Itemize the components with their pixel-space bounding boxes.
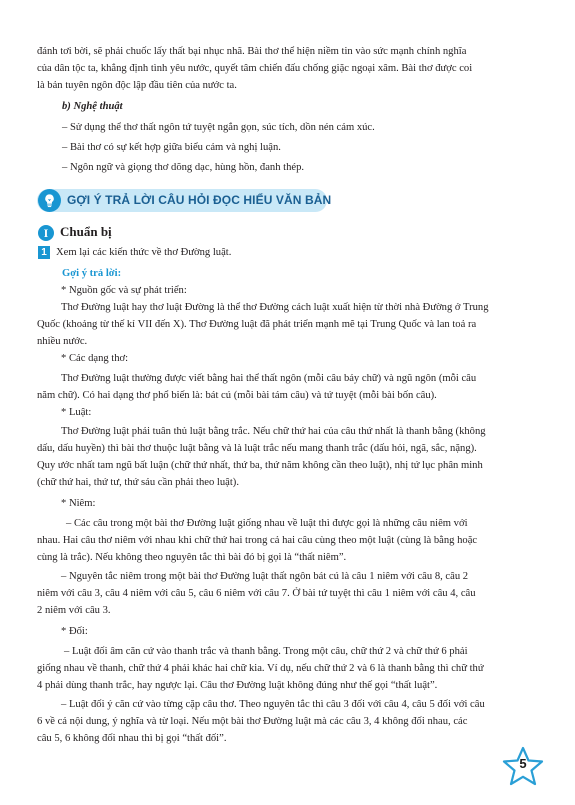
intro-line: là bản tuyên ngôn độc lập đầu tiên của nước ta. — [37, 80, 237, 91]
art-item: – Sử dụng thể thơ thất ngôn tứ tuyệt ngắn gọn, súc tích, dồn nén cảm xúc. — [62, 122, 375, 133]
doi-label: * Đối: — [61, 626, 88, 637]
doi-line: giống nhau về thanh, chữ thứ 4 phải khác hai chữ kia. Ví dụ, nếu chữ thứ 2 và 6 là thanh bằng thì chữ thứ — [37, 663, 484, 674]
art-heading: b) Nghệ thuật — [62, 101, 123, 112]
forms-line: năm chữ). Có hai dạng thơ phổ biến là: bát cú (mỗi bài tám câu) và tứ tuyệt (mỗi bài bốn câu). — [37, 390, 437, 401]
intro-line: đánh tơi bời, sẽ phải chuốc lấy thất bại nhục nhã. Bài thơ thể hiện niềm tin vào sức mạnh chính nghĩa — [37, 46, 467, 57]
art-item: – Ngôn ngữ và giọng thơ dõng dạc, hùng hồn, đanh thép. — [62, 162, 305, 173]
rule-line: Quy ước nhất tam ngũ bất luận (chữ thứ nhất, thứ ba, thứ năm không cần theo luật), nhị tứ lục phân minh — [37, 460, 483, 471]
section-title: GỢI Ý TRẢ LỜI CÂU HỎI ĐỌC HIỂU VĂN BẢN — [67, 193, 332, 207]
forms-line: Thơ Đường luật thường được viết bằng hai thể thất ngôn (mỗi câu bảy chữ) và ngũ ngôn (mỗi câu — [61, 373, 477, 384]
page-number: 5 — [519, 756, 527, 771]
doi-line: 6 về cả nội dung, ý nghĩa và từ loại. Nếu một bài thơ Đường luật mà các câu 3, 4 không đối nhau, các — [37, 716, 468, 727]
hint-label: Gợi ý trả lời: — [62, 268, 122, 279]
niem-line: niêm với câu 3, câu 4 niêm với câu 5, câu 6 niêm với câu 7. Ở bài tứ tuyệt thì câu 1 niêm với câu 4, câu — [37, 588, 476, 599]
niem-line: nhau. Hai câu thơ niêm với nhau khi chữ thứ hai trong cả hai câu cùng theo một luật (cùng là bằng hoặc — [37, 535, 478, 546]
doi-line: câu 5, 6 không đối nhau thì bị gọi “thất đối”. — [37, 733, 227, 744]
doi-line: 4 phải dùng thanh trắc, hay ngược lại. Câu thơ Đường luật không đúng như thế gọi “thất luật”. — [37, 680, 438, 691]
intro-line: của dân tộc ta, khẳng định tình yêu nước, quyết tâm chiến đấu chống giặc ngoại xâm. Bài thơ được coi — [37, 63, 473, 74]
question-text: Xem lại các kiến thức về thơ Đường luật. — [56, 247, 232, 258]
doi-line: – Luật đối âm căn cứ vào thanh trắc và thanh bằng. Trong một câu, chữ thứ 2 và chữ thứ 6 phải — [64, 646, 468, 657]
part-heading: Chuẩn bị — [60, 224, 112, 239]
niem-label: * Niêm: — [61, 498, 96, 509]
origin-line: Quốc (khoảng từ thế kỉ VII đến X). Thơ Đường luật đã phát triển mạnh mẽ tại Trung Quốc và lan toả ra — [37, 319, 477, 330]
rule-label: * Luật: — [61, 407, 92, 418]
rule-line: (chữ thứ hai, thứ tư, thứ sáu cần phải theo luật). — [37, 477, 239, 488]
doi-line: – Luật đối ý căn cứ vào từng cặp câu thơ. Theo nguyên tắc thì câu 3 đối với câu 4, câu 5 đối với câu — [61, 699, 485, 710]
art-item: – Bài thơ có sự kết hợp giữa biểu cảm và nghị luận. — [62, 142, 281, 153]
question-number: 1 — [38, 246, 50, 259]
origin-line: nhiều nước. — [37, 336, 88, 347]
niem-line: – Các câu trong một bài thơ Đường luật giống nhau về luật thì được gọi là những câu niêm với — [66, 518, 468, 529]
lightbulb-icon — [38, 189, 61, 212]
forms-label: * Các dạng thơ: — [61, 353, 129, 364]
origin-label: * Nguồn gốc và sự phát triển: — [61, 285, 187, 296]
rule-line: Thơ Đường luật phải tuân thủ luật bằng trắc. Nếu chữ thứ hai của câu thứ nhất là thanh bằng (không — [61, 426, 486, 437]
origin-line: Thơ Đường luật hay thơ luật Đường là thể thơ Đường cách luật xuất hiện từ thời nhà Đường ở Trung — [61, 302, 489, 313]
rule-line: dấu, dấu huyền) thì bài thơ thuộc luật bằng và là luật trắc nếu mang thanh trắc (dấu hỏi, ngã, sắc, nặng). — [37, 443, 477, 454]
niem-line: 2 niêm với câu 3. — [37, 605, 111, 616]
niem-line: cùng là trắc). Nếu không theo nguyên tắc thì bài đó bị gọi là “thất niêm”. — [37, 552, 347, 563]
niem-line: – Nguyên tắc niêm trong một bài thơ Đường luật thất ngôn bát cú là câu 1 niêm với câu 8, câu 2 — [61, 571, 469, 582]
part-marker: I — [38, 225, 54, 241]
